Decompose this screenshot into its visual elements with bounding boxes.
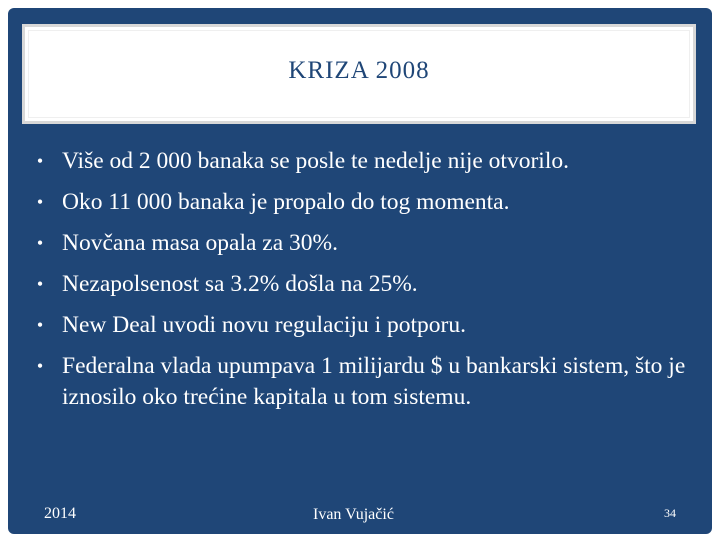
bullet-text: Novčana masa opala za 30%.	[62, 230, 338, 256]
bullet-item	[20, 187, 710, 218]
bullet-text: Više od 2 000 banaka se posle te nedelje nije otvorilo.	[62, 148, 569, 174]
bullet-item	[20, 228, 710, 259]
bullet-icon: •	[36, 315, 44, 335]
bullet-icon: •	[36, 192, 44, 212]
title-box	[22, 24, 696, 124]
bullet-icon: •	[36, 274, 44, 294]
bullet-icon: •	[36, 233, 44, 253]
bullet-item	[20, 310, 710, 341]
bullet-item	[20, 351, 710, 413]
bullet-icon: •	[36, 151, 44, 171]
bullet-text: Federalna vlada upumpava 1 milijardu $ u bankarski sistem, što je iznosilo oko trećine kapitala u tom sistemu.	[62, 353, 686, 410]
footer-page-number: 34	[664, 506, 676, 520]
bullet-item	[20, 269, 710, 300]
bullet-text: Oko 11 000 banaka je propalo do tog momenta.	[62, 189, 510, 215]
bullet-icon: •	[36, 356, 44, 376]
footer-author: Ivan Vujačić	[313, 506, 394, 523]
bullet-item	[20, 146, 710, 177]
bullet-text: Nezapolsenost sa 3.2% došla na 25%.	[62, 271, 418, 297]
bullet-text: New Deal uvodi novu regulaciju i potporu.	[62, 312, 466, 338]
slide-title: KRIZA 2008	[288, 57, 430, 84]
bullet-list	[20, 146, 710, 423]
footer-date: 2014	[44, 505, 76, 522]
